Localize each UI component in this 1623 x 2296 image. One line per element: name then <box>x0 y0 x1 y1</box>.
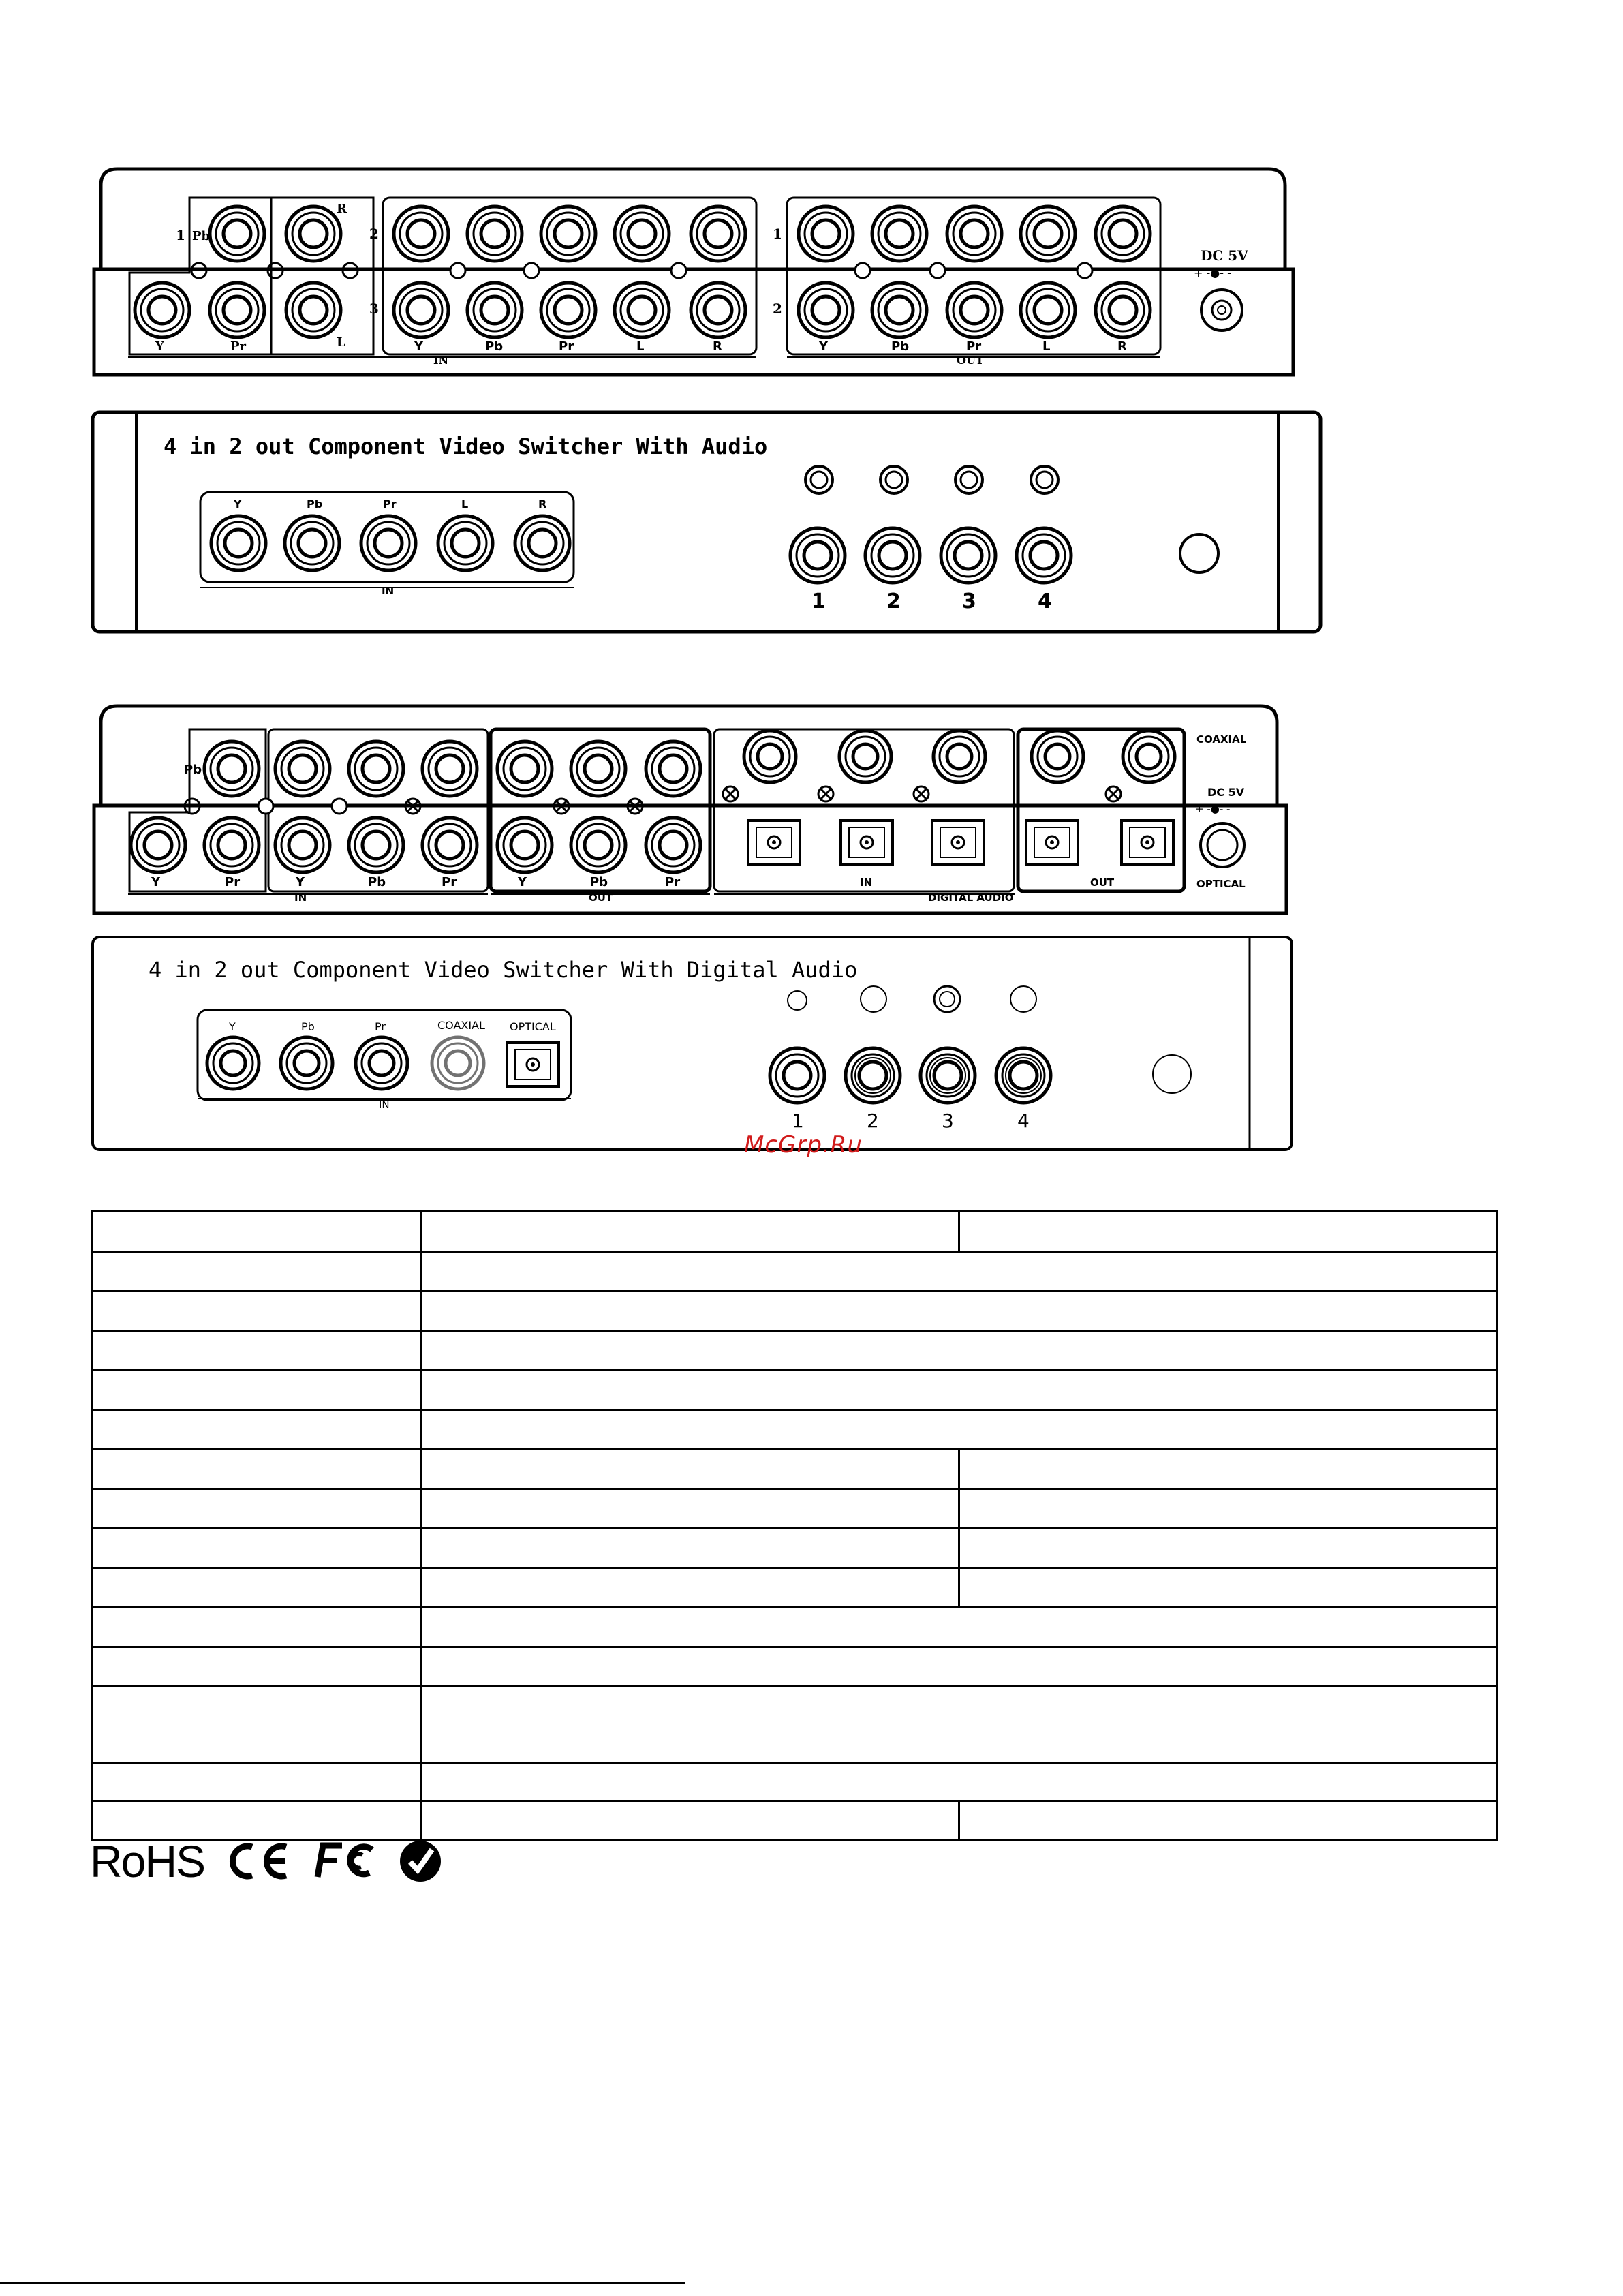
p2-in-pb-jack[interactable] <box>285 516 339 570</box>
table-row <box>93 1331 1498 1371</box>
table-cell <box>93 1568 421 1608</box>
p3-out-label-y: Y <box>518 875 527 889</box>
p4-select-button-4[interactable] <box>996 1048 1051 1103</box>
spec-table <box>91 1210 1498 1841</box>
ir-receiver <box>1180 534 1218 572</box>
p4-select-button-2[interactable] <box>846 1048 900 1103</box>
table-cell <box>959 1801 1498 1841</box>
p2-label-r: R <box>538 498 547 510</box>
watermark: McGrp.Ru <box>744 1131 863 1159</box>
p4-label-pr: Pr <box>375 1020 386 1033</box>
p3-out-label-pr: Pr <box>665 875 681 889</box>
label-pr: Pr <box>230 339 247 354</box>
table-cell <box>421 1608 1498 1647</box>
p4-ir-receiver <box>1153 1055 1191 1093</box>
panel2-front <box>93 412 1320 632</box>
p4-label-optical: OPTICAL <box>510 1020 556 1033</box>
led-4 <box>1031 466 1058 493</box>
table-row <box>93 1529 1498 1568</box>
table-cell <box>93 1529 421 1568</box>
table-row <box>93 1291 1498 1331</box>
table-row <box>93 1489 1498 1529</box>
p4-in-coaxial-jack[interactable] <box>432 1037 484 1089</box>
p3-in-label-pr: Pr <box>442 875 457 889</box>
p3-in1-pb-jack[interactable] <box>204 741 259 796</box>
table-row <box>93 1687 1498 1763</box>
p2-label-pr: Pr <box>383 498 397 510</box>
label-r: R <box>337 202 347 216</box>
p4-select-num-1: 1 <box>792 1109 804 1132</box>
table-cell <box>959 1529 1498 1568</box>
p3-optical-label: OPTICAL <box>1196 878 1246 890</box>
input1-pr-jack[interactable] <box>210 283 264 337</box>
p2-label-l: L <box>461 498 469 510</box>
optical-in-1[interactable] <box>748 821 800 864</box>
p4-select-button-3[interactable] <box>921 1048 975 1103</box>
p2-label-y: Y <box>234 498 242 510</box>
row-num-1: 1 <box>176 227 185 243</box>
led-2 <box>880 466 908 493</box>
out-label-y: Y <box>819 339 829 354</box>
select-button-4[interactable] <box>1017 528 1071 583</box>
p3-in1-pr-jack[interactable] <box>204 818 259 872</box>
table-row <box>93 1608 1498 1647</box>
table-cell <box>959 1211 1498 1252</box>
table-row <box>93 1647 1498 1687</box>
table-cell <box>93 1489 421 1529</box>
select-num-2: 2 <box>886 590 901 613</box>
table-cell <box>959 1568 1498 1608</box>
table-row <box>93 1371 1498 1410</box>
p4-label-coaxial: COAXIAL <box>437 1019 485 1032</box>
p4-select-num-2: 2 <box>867 1109 879 1132</box>
table-cell <box>93 1410 421 1450</box>
table-cell <box>959 1450 1498 1489</box>
p4-in-y-jack[interactable] <box>207 1037 259 1089</box>
select-button-3[interactable] <box>941 528 995 583</box>
table-cell <box>93 1291 421 1331</box>
p4-in-pr-jack[interactable] <box>356 1037 407 1089</box>
p3-label-y: Y <box>151 875 161 889</box>
table-cell <box>93 1331 421 1371</box>
rohs-logo: RoHS <box>90 1836 205 1886</box>
table-row <box>93 1211 1498 1252</box>
ce-logo <box>223 1840 292 1882</box>
table-row <box>93 1568 1498 1608</box>
p3-digital-in-label: IN <box>860 876 873 889</box>
p4-select-num-4: 4 <box>1017 1109 1030 1132</box>
input1-l-jack[interactable] <box>286 283 341 337</box>
p3-in-label-y: Y <box>296 875 305 889</box>
table-cell <box>421 1211 959 1252</box>
panel4-front <box>93 937 1292 1150</box>
p3-coaxial-label: COAXIAL <box>1196 733 1247 746</box>
led-1 <box>805 466 833 493</box>
p2-in-l-jack[interactable] <box>438 516 493 570</box>
table-cell <box>93 1450 421 1489</box>
in-group-label: IN <box>433 354 449 367</box>
table-cell <box>421 1687 1498 1763</box>
select-button-2[interactable] <box>865 528 920 583</box>
label-pb: Pb <box>192 229 211 243</box>
in-label-l: L <box>636 339 645 354</box>
in-label-y: Y <box>414 339 424 354</box>
table-cell <box>959 1489 1498 1529</box>
p2-in-y-jack[interactable] <box>211 516 266 570</box>
p2-in-r-jack[interactable] <box>515 516 570 570</box>
in-label-pb: Pb <box>485 339 504 354</box>
panel2-title: 4 in 2 out Component Video Switcher With Audio <box>164 433 768 459</box>
table-cell <box>421 1410 1498 1450</box>
table-cell <box>421 1647 1498 1687</box>
table-cell <box>93 1763 421 1801</box>
label-y: Y <box>155 339 164 354</box>
p3-in-label-pb: Pb <box>368 875 386 889</box>
label-l: L <box>337 335 345 350</box>
table-cell <box>421 1763 1498 1801</box>
table-cell <box>93 1252 421 1291</box>
p3-label-pb: Pb <box>184 763 202 777</box>
p3-out-group-label: OUT <box>589 891 613 904</box>
select-num-1: 1 <box>812 590 826 613</box>
in-label-r: R <box>713 339 722 354</box>
table-cell <box>93 1801 421 1841</box>
p3-digital-audio-label: DIGITAL AUDIO <box>928 891 1014 904</box>
table-cell <box>93 1687 421 1763</box>
select-button-1[interactable] <box>790 528 845 583</box>
table-row <box>93 1801 1498 1841</box>
select-num-3: 3 <box>962 590 976 613</box>
table-cell <box>421 1801 959 1841</box>
table-cell <box>421 1489 959 1529</box>
p3-in-group-label: IN <box>294 891 307 904</box>
p2-in-pr-jack[interactable] <box>361 516 416 570</box>
table-cell <box>93 1608 421 1647</box>
panel3-rear <box>94 706 1286 913</box>
p4-led-1 <box>788 991 807 1010</box>
p2-label-pb: Pb <box>307 498 323 510</box>
p4-led-2 <box>861 986 886 1012</box>
out-label-l: L <box>1042 339 1051 354</box>
table-cell <box>421 1450 959 1489</box>
table-cell <box>421 1568 959 1608</box>
polarity-label: + -●- - <box>1194 266 1231 279</box>
p4-in-optical-jack[interactable] <box>507 1043 559 1086</box>
optical-out-2[interactable] <box>1122 821 1173 864</box>
p4-in-pb-jack[interactable] <box>281 1037 333 1089</box>
table-row <box>93 1763 1498 1801</box>
p3-polarity-label: + -●- - <box>1195 803 1231 815</box>
fcc-logo <box>311 1840 379 1882</box>
c-tick-logo <box>398 1839 443 1884</box>
p3-dc-label: DC 5V <box>1207 786 1245 799</box>
p4-label-y: Y <box>229 1020 236 1033</box>
optical-in-3[interactable] <box>932 821 984 864</box>
out-label-r: R <box>1117 339 1127 354</box>
optical-out-1[interactable] <box>1026 821 1078 864</box>
led-3 <box>955 466 983 493</box>
p3-out-label-pb: Pb <box>590 875 608 889</box>
table-row <box>93 1450 1498 1489</box>
p4-in-label: IN <box>379 1099 390 1111</box>
table-row <box>93 1252 1498 1291</box>
table-cell <box>421 1252 1498 1291</box>
panel1-rear <box>94 169 1293 375</box>
p4-select-num-3: 3 <box>942 1109 954 1132</box>
out-row-num-2: 2 <box>773 301 782 317</box>
footer-rule <box>0 2282 685 2284</box>
table-cell <box>93 1647 421 1687</box>
table-row <box>93 1410 1498 1450</box>
table-cell <box>93 1211 421 1252</box>
in-label-pr: Pr <box>559 339 574 354</box>
p2-in-label: IN <box>382 585 395 597</box>
p3-digital-out-label: OUT <box>1090 876 1115 889</box>
dc-power-jack[interactable] <box>1201 290 1242 331</box>
out-label-pr: Pr <box>966 339 982 354</box>
table-cell <box>421 1291 1498 1331</box>
p3-in1-y-jack[interactable] <box>131 818 185 872</box>
select-num-4: 4 <box>1038 590 1052 613</box>
out-group-label: OUT <box>957 354 984 367</box>
input1-pb-jack[interactable] <box>210 206 264 261</box>
table-cell <box>421 1529 959 1568</box>
p4-select-button-1[interactable] <box>770 1048 824 1103</box>
p4-led-4 <box>1010 986 1036 1012</box>
table-cell <box>93 1371 421 1410</box>
row-num-2: 2 <box>369 226 379 242</box>
p4-label-pb: Pb <box>301 1020 315 1033</box>
table-cell <box>421 1371 1498 1410</box>
out-label-pb: Pb <box>891 339 910 354</box>
p3-label-pr: Pr <box>225 875 241 889</box>
certification-logos <box>90 1836 443 1886</box>
panel4-title: 4 in 2 out Component Video Switcher With Digital Audio <box>149 957 858 983</box>
input1-y-jack[interactable] <box>135 283 189 337</box>
p4-led-3 <box>934 986 960 1012</box>
row-num-3: 3 <box>369 301 379 317</box>
input1-r-jack[interactable] <box>286 206 341 261</box>
optical-in-2[interactable] <box>841 821 893 864</box>
table-cell <box>421 1331 1498 1371</box>
dc-label: DC 5V <box>1201 247 1248 264</box>
out-row-num-1: 1 <box>773 226 782 242</box>
